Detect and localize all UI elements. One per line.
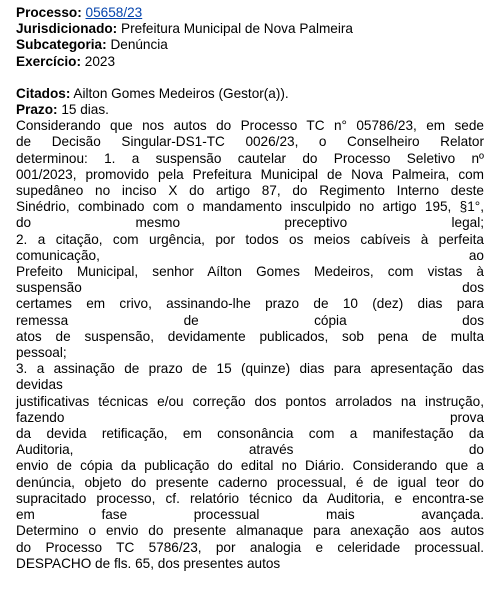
subcategoria-value: Denúncia	[110, 37, 168, 53]
body-line: em fase processual mais avançada.	[16, 507, 484, 523]
body-line: DESPACHO de fls. 65, dos presentes autos	[16, 555, 281, 571]
body-line: Sinédrio, combinado com o mandamento insculpido no artigo 195, §1°,	[16, 199, 484, 215]
body-line: Prefeito Municipal, senhor Aílton Gomes Medeiros, com vistas à	[16, 264, 484, 280]
body-line: do mesmo preceptivo legal;	[16, 215, 484, 231]
prazo-row	[16, 102, 484, 118]
citados-row	[16, 86, 484, 102]
body-text	[16, 118, 484, 572]
section-gap	[16, 70, 484, 86]
exercicio-label: Exercício:	[16, 53, 81, 69]
exercicio-row	[16, 54, 484, 70]
body-line: 3. a assinação de prazo de 15 (quinze) dias para apresentação das	[16, 361, 484, 377]
processo-row	[16, 5, 484, 21]
processo-link[interactable]: 05658/23	[85, 5, 143, 20]
body-line: certames em crivo, assinando-lhe prazo de 10 (dez) dias para	[16, 296, 484, 312]
prazo-label: Prazo:	[16, 102, 58, 118]
body-line: supedâneo no inciso X do artigo 87, do Regimento Interno deste	[16, 183, 484, 199]
body-line: atos de suspensão, devidamente publicados, sob pena de multa	[16, 328, 484, 344]
jurisdicionado-label: Jurisdicionado:	[16, 21, 118, 37]
body-line: denúncia, objeto do presente caderno processual, é de igual teor do	[16, 474, 484, 490]
body-line: remessa de cópia dos	[16, 312, 484, 328]
jurisdicionado-value: Prefeitura Municipal de Nova Palmeira	[121, 21, 353, 37]
body-line: da devida retificação, em consonância com a manifestação da	[16, 426, 484, 442]
body-line: 001/2023, promovido pela Prefeitura Municipal de Nova Palmeira, com	[16, 166, 484, 182]
citados-value: Ailton Gomes Medeiros (Gestor(a)).	[73, 85, 289, 101]
body-line: justificativas técnicas e/ou correção dos pontos arrolados na instrução,	[16, 393, 484, 409]
body-line: determinou: 1. a suspensão cautelar do Processo Seletivo nº	[16, 150, 484, 166]
body-line: Determino o envio do presente almanaque para anexação aos autos	[16, 523, 484, 539]
jurisdicionado-row	[16, 21, 484, 37]
body-line: envio de cópia da publicação do edital no Diário. Considerando que a	[16, 458, 484, 474]
processo-label: Processo:	[16, 5, 82, 20]
body-line: supracitado processo, cf. relatório técnico da Auditoria, e encontra-se	[16, 490, 484, 506]
body-line: Considerando que nos autos do Processo TC n° 05786/23, em sede	[16, 118, 484, 134]
subcategoria-row	[16, 37, 484, 53]
subcategoria-label: Subcategoria:	[16, 37, 107, 53]
body-line: de Decisão Singular-DS1-TC 0026/23, o Conselheiro Relator	[16, 134, 484, 150]
body-line: devidas	[16, 377, 63, 393]
body-line: suspensão dos	[16, 280, 484, 296]
exercicio-value: 2023	[84, 53, 116, 69]
body-line: do Processo TC 5786/23, por analogia e celeridade processual.	[16, 539, 484, 555]
body-line: fazendo prova	[16, 409, 484, 425]
body-line: Auditoria, através do	[16, 442, 484, 458]
prazo-value: 15 dias.	[61, 102, 109, 118]
body-line: pessoal;	[16, 345, 67, 361]
body-line: 2. a citação, com urgência, por todos os meios cabíveis à perfeita	[16, 231, 484, 247]
citados-label: Citados:	[16, 85, 71, 101]
body-line: comunicação, ao	[16, 247, 484, 263]
